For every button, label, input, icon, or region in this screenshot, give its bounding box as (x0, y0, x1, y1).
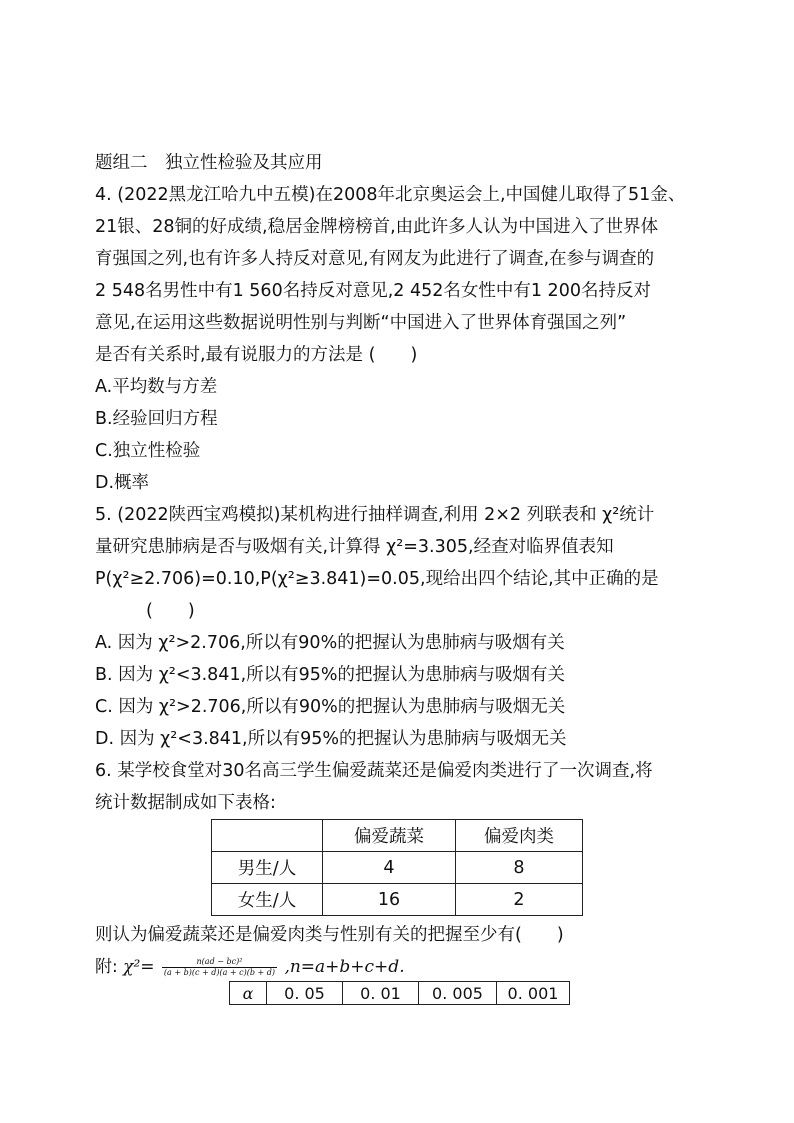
formula-suffix: ,n=a+b+c+d. (284, 957, 405, 977)
table-cell: 2 (456, 884, 583, 916)
q5-line-4: ( ) (146, 601, 195, 621)
table-header-cell: 偏爱蔬菜 (323, 820, 456, 852)
table-cell: 4 (323, 852, 456, 884)
q6-line-2: 统计数据制成如下表格: (95, 793, 276, 813)
q4-line-4: 2 548名男性中有1 560名持反对意见,2 452名女性中有1 200名持反对 (95, 281, 651, 301)
table-header-cell (212, 820, 323, 852)
q4-line-2: 21银、28铜的好成绩,稳居金牌榜榜首,由此许多人认为中国进入了世界体 (95, 217, 659, 237)
table-row (230, 982, 570, 1005)
q4-line-6: 是否有关系时,最有说服力的方法是 ( ) (95, 345, 418, 365)
q5-option-d: D. 因为 χ²<3.841,所以有95%的把握认为患肺病与吸烟无关 (95, 729, 567, 749)
alpha-header-cell: α (230, 982, 267, 1005)
table-cell: 男生/人 (212, 852, 323, 884)
table-cell: 女生/人 (212, 884, 323, 916)
q4-option-a: A.平均数与方差 (95, 377, 218, 397)
formula-chi: χ²= (123, 957, 155, 977)
q5-line-3: P(χ²≥2.706)=0.10,P(χ²≥3.841)=0.05,现给出四个结论,其中正确的是 (95, 569, 659, 589)
q5-option-a: A. 因为 χ²>2.706,所以有90%的把握认为患肺病与吸烟有关 (95, 633, 565, 653)
q6-line-1: 6. 某学校食堂对30名高三学生偏爱蔬菜还是偏爱肉类进行了一次调查,将 (95, 761, 653, 781)
q4-line-3: 育强国之列,也有许多人持反对意见,有网友为此进行了调查,在参与调查的 (95, 249, 655, 269)
alpha-table (229, 981, 570, 1005)
q4-line-5: 意见,在运用这些数据说明性别与判断“中国进入了世界体育强国之列” (95, 313, 627, 333)
formula-denominator: (a + b)(c + d)(a + c)(b + d) (163, 967, 276, 977)
alpha-cell: 0. 005 (419, 982, 497, 1005)
table-header-cell: 偏爱肉类 (456, 820, 583, 852)
q5-line-1: 5. (2022陕西宝鸡模拟)某机构进行抽样调查,利用 2×2 列联表和 χ²统计 (95, 505, 655, 525)
q5-line-2: 量研究患肺病是否与吸烟有关,计算得 χ²=3.305,经查对临界值表知 (95, 537, 614, 557)
table-cell: 8 (456, 852, 583, 884)
formula-numerator: n(ad − bc)² (162, 957, 277, 968)
q4-line-1: 4. (2022黑龙江哈九中五模)在2008年北京奥运会上,中国健儿取得了51金、 (95, 185, 686, 205)
section-heading: 题组二 独立性检验及其应用 (95, 153, 323, 173)
q4-option-d: D.概率 (95, 473, 150, 493)
q6-question: 则认为偏爱蔬菜还是偏爱肉类与性别有关的把握至少有( ) (95, 925, 564, 945)
alpha-cell: 0. 001 (497, 982, 570, 1005)
formula-prefix: 附: (95, 957, 118, 977)
table-row (212, 852, 583, 884)
q5-option-b: B. 因为 χ²<3.841,所以有95%的把握认为患肺病与吸烟有关 (95, 665, 566, 685)
chi-square-formula (95, 952, 405, 978)
alpha-cell: 0. 05 (267, 982, 343, 1005)
q4-option-c: C.独立性检验 (95, 441, 201, 461)
q4-option-b: B.经验回归方程 (95, 409, 218, 429)
table-cell: 16 (323, 884, 456, 916)
alpha-cell: 0. 01 (343, 982, 419, 1005)
table-header-row (212, 820, 583, 852)
formula-fraction (162, 957, 277, 978)
preference-table (211, 819, 583, 916)
q5-option-c: C. 因为 χ²>2.706,所以有90%的把握认为患肺病与吸烟无关 (95, 697, 566, 717)
table-row (212, 884, 583, 916)
